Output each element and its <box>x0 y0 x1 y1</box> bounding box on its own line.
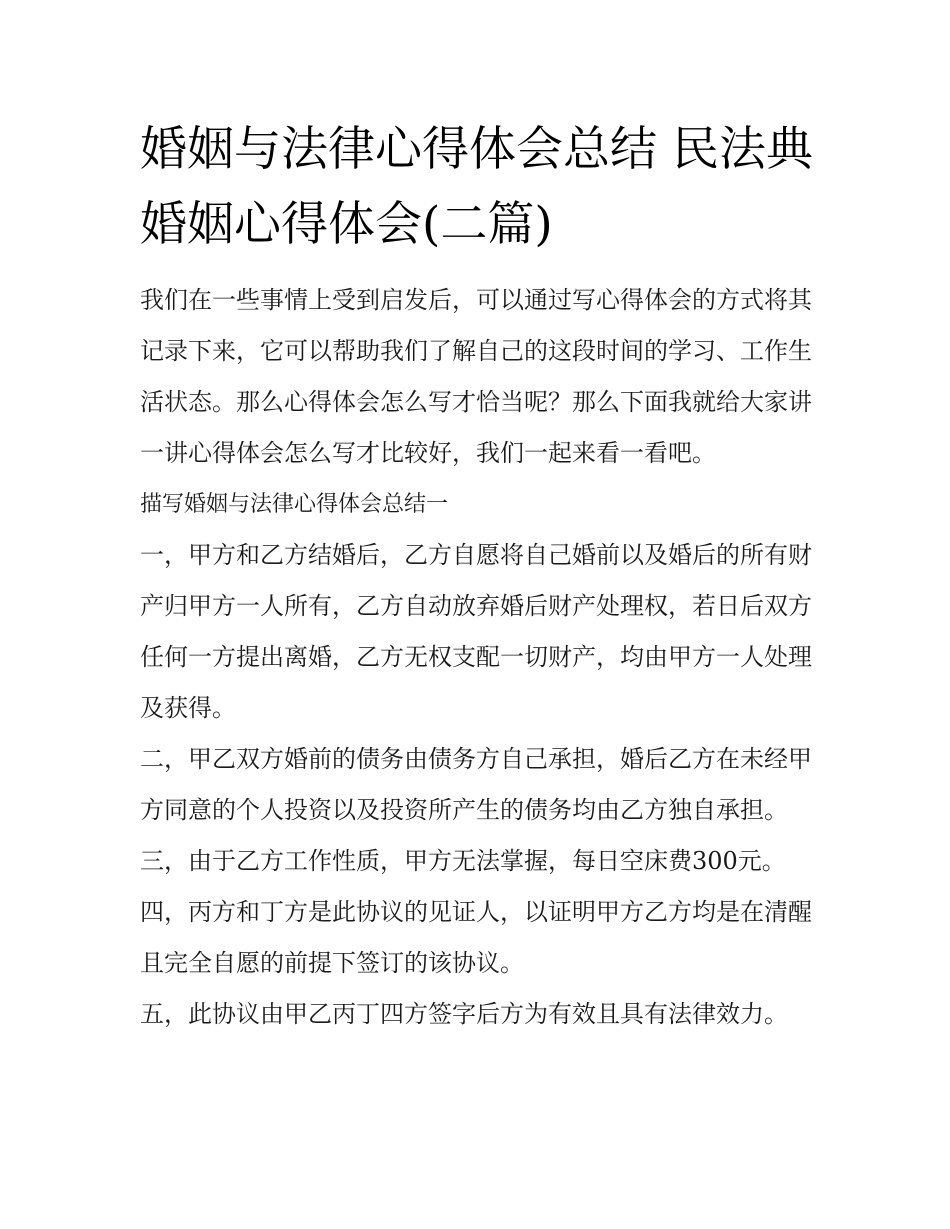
clause-1: 一，甲方和乙方结婚后，乙方自愿将自己婚前以及婚后的所有财产归甲方一人所有，乙方自动放弃婚后财产处理权，若日后双方任何一方提出离婚，乙方无权支配一切财产，均由甲方一人处理及获得。 <box>140 541 812 722</box>
clause-2: 二，甲乙双方婚前的债务由债务方自己承担，婚后乙方在未经甲方同意的个人投资以及投资所产生的债务均由乙方独自承担。 <box>140 745 812 824</box>
clause-4: 四，丙方和丁方是此协议的见证人，以证明甲方乙方均是在清醒且完全自愿的前提下签订的该协议。 <box>140 898 812 977</box>
clause-3: 三，由于乙方工作性质，甲方无法掌握，每日空床费300元。 <box>140 847 786 875</box>
clause-5: 五，此协议由甲乙丙丁四方签字后方为有效且具有法律效力。 <box>140 1000 788 1028</box>
intro-paragraph: 我们在一些事情上受到启发后，可以通过写心得体会的方式将其记录下来，它可以帮助我们了解自己的这段时间的学习、工作生活状态。那么心得体会怎么写才恰当呢？那么下面我就给大家讲一讲心得体会怎么写才比较好，我们一起来看一看吧。 <box>140 286 812 467</box>
document-body <box>140 275 820 1040</box>
section-heading: 描写婚姻与法律心得体会总结一 <box>140 492 449 517</box>
document-title: 婚姻与法律心得体会总结 民法典婚姻心得体会(二篇) <box>140 122 813 252</box>
